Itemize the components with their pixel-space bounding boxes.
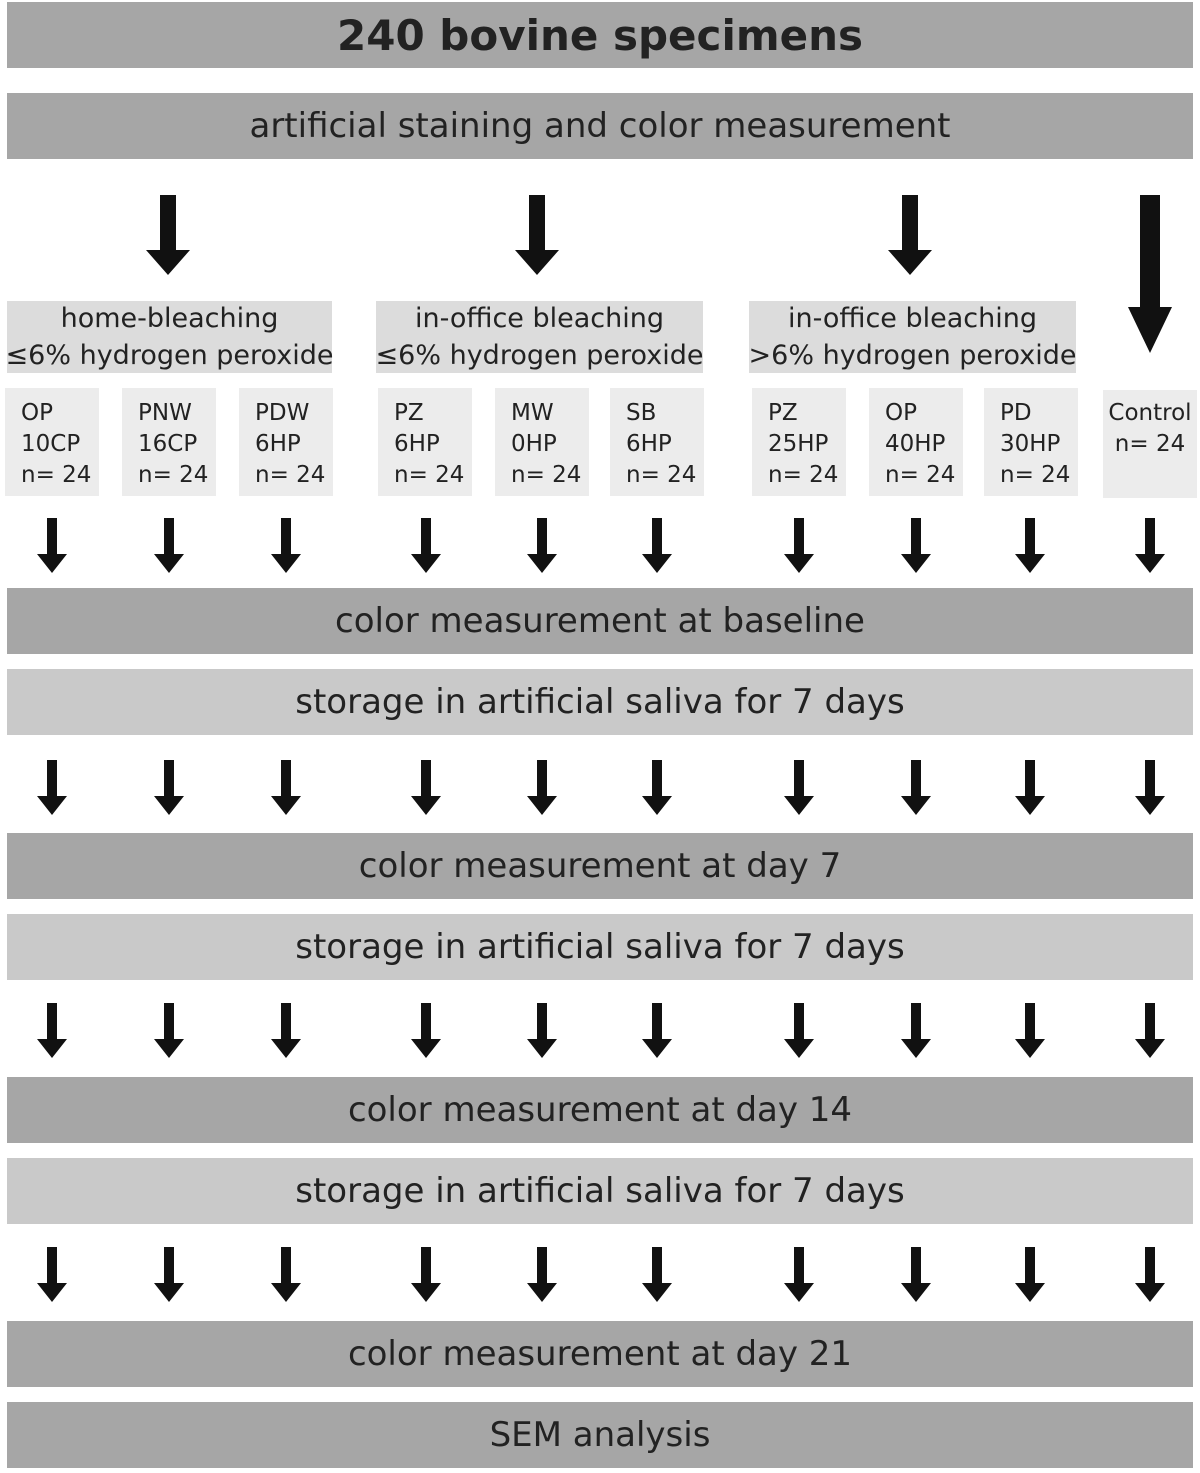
category-line2: ≤6% hydrogen peroxide — [375, 340, 704, 371]
group-code: SB — [626, 400, 657, 426]
control-box — [1103, 390, 1197, 498]
group-box — [984, 388, 1078, 496]
control-n: n= 24 — [1114, 431, 1186, 457]
storage-bar-3 — [7, 1158, 1193, 1224]
group-agent: 6HP — [626, 431, 672, 457]
sem-bar — [7, 1402, 1193, 1468]
staining-label: artificial staining and color measurement — [249, 106, 951, 146]
day14-label: color measurement at day 14 — [347, 1090, 853, 1130]
storage-label: storage in artificial saliva for 7 days — [295, 927, 905, 967]
group-n: n= 24 — [768, 462, 839, 488]
group-code: MW — [511, 400, 554, 426]
staining-bar — [7, 93, 1193, 159]
group-agent: 25HP — [768, 431, 829, 457]
group-agent: 10CP — [21, 431, 81, 457]
group-n: n= 24 — [21, 462, 92, 488]
diagram-title: 240 bovine specimens — [337, 10, 863, 60]
group-agent: 40HP — [885, 431, 946, 457]
control-label: Control — [1108, 400, 1192, 426]
group-box — [495, 388, 589, 496]
storage-bar-1 — [7, 669, 1193, 735]
group-box — [869, 388, 963, 496]
group-code: PZ — [394, 400, 424, 426]
group-n: n= 24 — [511, 462, 582, 488]
title-bar — [7, 2, 1193, 68]
group-box — [378, 388, 472, 496]
group-box — [122, 388, 216, 496]
day21-label: color measurement at day 21 — [347, 1334, 853, 1374]
group-box — [239, 388, 333, 496]
baseline-bar — [7, 588, 1193, 654]
category-line2: ≤6% hydrogen peroxide — [5, 340, 334, 371]
day14-bar — [7, 1077, 1193, 1143]
group-code: PD — [1000, 400, 1032, 426]
day7-bar — [7, 833, 1193, 899]
group-code: OP — [885, 400, 917, 426]
group-code: OP — [21, 400, 53, 426]
group-n: n= 24 — [138, 462, 209, 488]
storage-label: storage in artificial saliva for 7 days — [295, 1171, 905, 1211]
group-code: PNW — [138, 400, 192, 426]
group-n: n= 24 — [394, 462, 465, 488]
day7-label: color measurement at day 7 — [358, 846, 842, 886]
category-line1: in-office bleaching — [787, 303, 1038, 334]
group-box — [752, 388, 846, 496]
category-line2: >6% hydrogen peroxide — [748, 340, 1077, 371]
storage-label: storage in artificial saliva for 7 days — [295, 682, 905, 722]
group-agent: 16CP — [138, 431, 198, 457]
sem-label: SEM analysis — [489, 1415, 711, 1455]
group-agent: 6HP — [255, 431, 301, 457]
category-in-office-high — [749, 301, 1076, 373]
baseline-label: color measurement at baseline — [335, 601, 865, 641]
group-agent: 30HP — [1000, 431, 1061, 457]
category-home-bleaching — [7, 301, 332, 373]
group-agent: 0HP — [511, 431, 557, 457]
group-agent: 6HP — [394, 431, 440, 457]
group-n: n= 24 — [885, 462, 956, 488]
group-n: n= 24 — [626, 462, 697, 488]
category-line1: in-office bleaching — [414, 303, 665, 334]
group-code: PDW — [255, 400, 310, 426]
group-box — [5, 388, 99, 496]
category-in-office-low — [376, 301, 703, 373]
group-box — [610, 388, 704, 496]
category-line1: home-bleaching — [60, 303, 279, 334]
group-n: n= 24 — [1000, 462, 1071, 488]
storage-bar-2 — [7, 914, 1193, 980]
day21-bar — [7, 1321, 1193, 1387]
group-code: PZ — [768, 400, 798, 426]
group-n: n= 24 — [255, 462, 326, 488]
